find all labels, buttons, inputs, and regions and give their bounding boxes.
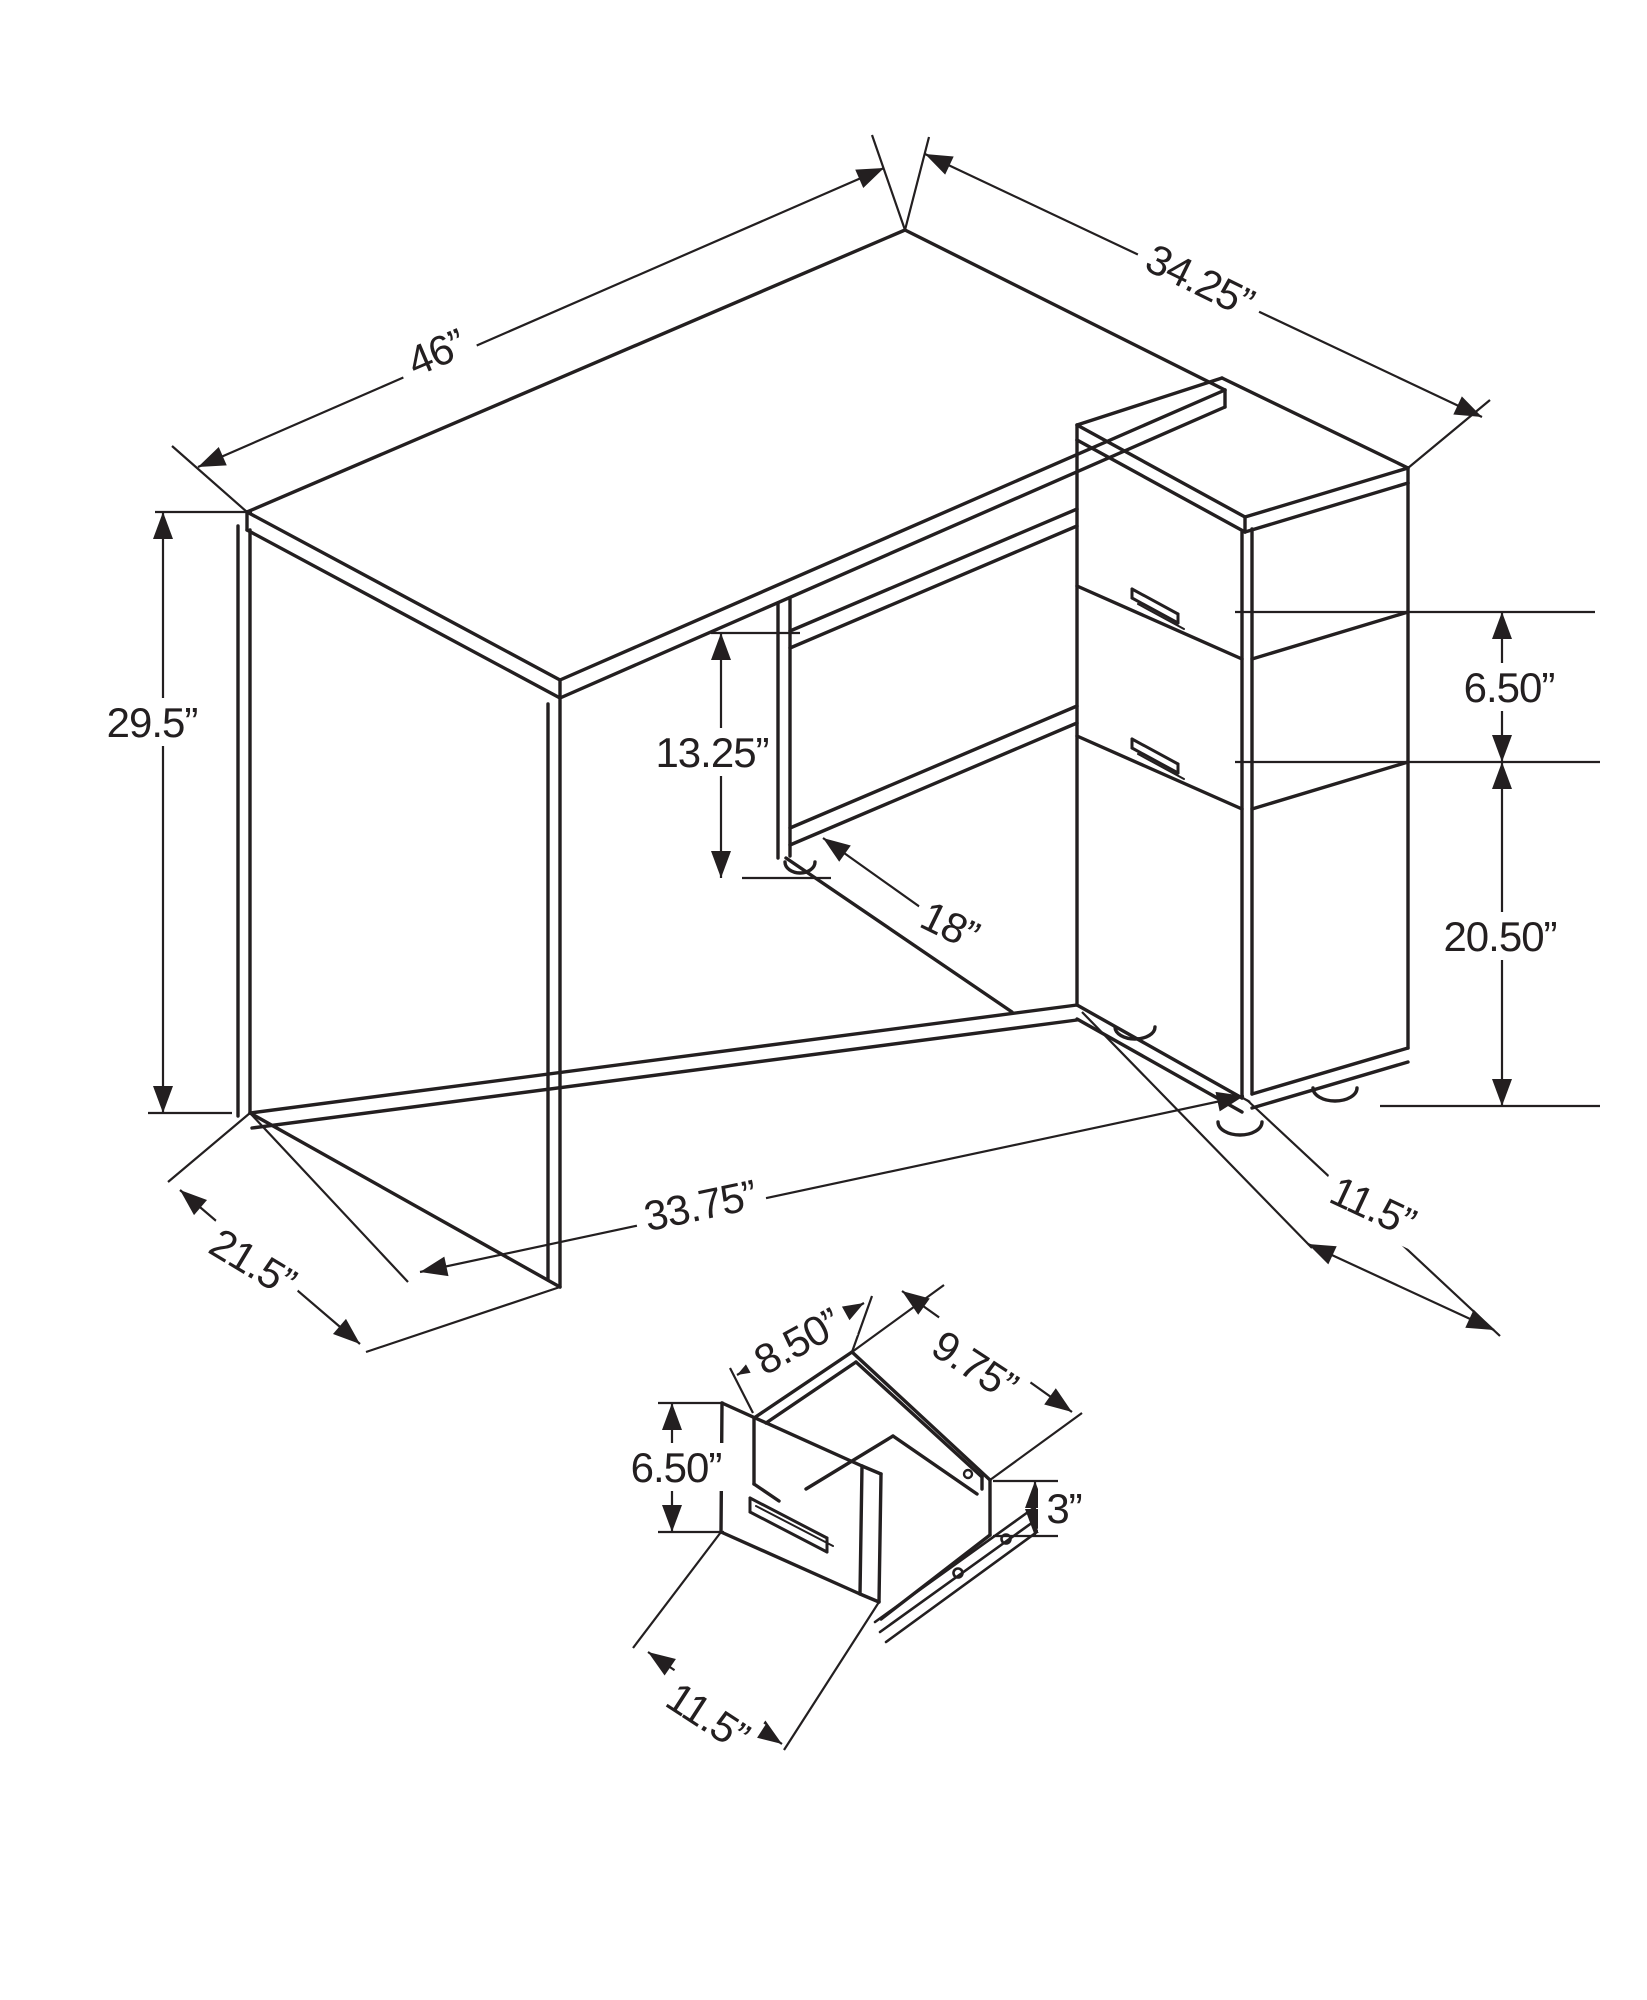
cabinet-foot <box>1313 1088 1357 1101</box>
svg-text:11.5”: 11.5” <box>1323 1166 1423 1247</box>
svg-text:11.5”: 11.5” <box>658 1672 758 1760</box>
svg-text:20.50”: 20.50” <box>1443 913 1557 960</box>
dim-cabinet-width <box>1082 1012 1500 1336</box>
dim-label-drawer-inner-depth <box>915 1314 1035 1415</box>
svg-text:34.25”: 34.25” <box>1138 234 1261 327</box>
drawer-handle-detail-icon <box>750 1498 833 1552</box>
screw-hole <box>964 1470 972 1478</box>
drawer-seam-side <box>1252 612 1408 659</box>
dim-label-drawer-front-width <box>650 1667 765 1765</box>
svg-text:9.75”: 9.75” <box>923 1321 1026 1410</box>
dim-label-drawer-front-height <box>620 1443 732 1491</box>
drawer-seam-front <box>1077 586 1242 659</box>
svg-text:3”: 3” <box>1046 1485 1082 1532</box>
cabinet-foot <box>1218 1122 1262 1135</box>
dim-label-desk-height <box>97 698 207 746</box>
dimension-labels <box>97 229 1566 1765</box>
dim-desk-width <box>172 135 905 512</box>
svg-text:6.50”: 6.50” <box>1463 664 1555 711</box>
dim-label-cabinet-width <box>1315 1162 1431 1250</box>
middle-shelf <box>790 706 1077 845</box>
dim-label-base-width <box>630 1168 769 1242</box>
svg-text:29.5”: 29.5” <box>106 699 198 746</box>
svg-text:46”: 46” <box>400 319 472 386</box>
dim-label-shelf-opening-height <box>648 728 776 776</box>
door-seam-front <box>1077 736 1242 809</box>
bottom-rail <box>250 858 1077 1128</box>
dim-label-door-height <box>1434 912 1566 960</box>
left-side-panel <box>238 526 560 1287</box>
dim-label-drawer-front-height <box>1453 663 1565 711</box>
svg-text:13.25”: 13.25” <box>655 729 769 776</box>
door-seam-side <box>1252 762 1408 809</box>
dim-label-side-depth <box>195 1214 311 1310</box>
svg-text:33.75”: 33.75” <box>639 1170 761 1241</box>
svg-text:6.50”: 6.50” <box>630 1444 722 1491</box>
svg-text:21.5”: 21.5” <box>201 1218 304 1306</box>
svg-text:18”: 18” <box>913 891 987 960</box>
drawer-front-panel <box>721 1403 881 1602</box>
dim-label-return-depth <box>1129 229 1270 331</box>
dim-label-drawer-side-height <box>1038 1484 1090 1532</box>
svg-text:8.50”: 8.50” <box>746 1298 849 1384</box>
storage-cabinet <box>1077 378 1408 1135</box>
